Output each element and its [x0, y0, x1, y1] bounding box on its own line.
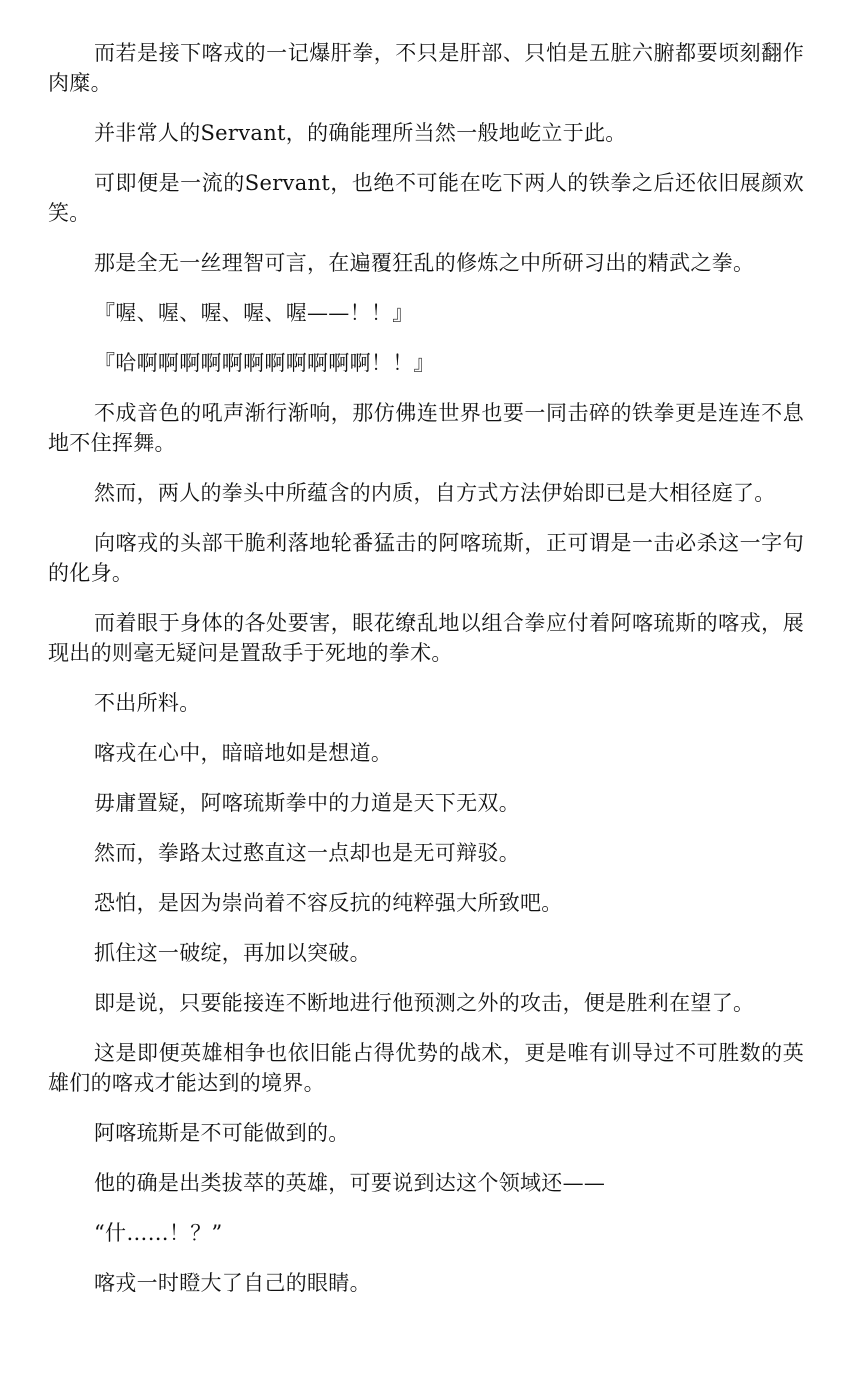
document-page — [48, 38, 804, 1318]
paragraph: 然而，两人的拳头中所蕴含的内质，自方式方法伊始即已是大相径庭了。 — [94, 481, 776, 505]
paragraph: 毋庸置疑，阿喀琉斯拳中的力道是天下无双。 — [94, 791, 520, 815]
paragraph: 向喀戎的头部干脆利落地轮番猛击的阿喀琉斯，正可谓是一击必杀这一字句的化身。 — [48, 531, 804, 585]
paragraph: 这是即便英雄相争也依旧能占得优势的战术，更是唯有训导过不可胜数的英雄们的喀戎才能达到的境界。 — [48, 1041, 804, 1095]
paragraph: 并非常人的Servant，的确能理所当然一般地屹立于此。 — [94, 121, 627, 145]
paragraph: 喀戎一时瞪大了自己的眼睛。 — [94, 1271, 371, 1295]
paragraph: 不成音色的吼声渐行渐响，那仿佛连世界也要一同击碎的铁拳更是连连不息地不住挥舞。 — [48, 401, 804, 455]
paragraph: 然而，拳路太过憨直这一点却也是无可辩驳。 — [94, 841, 520, 865]
paragraph: “什……！？” — [94, 1221, 223, 1245]
paragraph: 抓住这一破绽，再加以突破。 — [94, 941, 371, 965]
paragraph: 喀戎在心中，暗暗地如是想道。 — [94, 741, 393, 765]
paragraph: 即是说，只要能接连不断地进行他预测之外的攻击，便是胜利在望了。 — [94, 991, 755, 1015]
paragraph: 『哈啊啊啊啊啊啊啊啊啊啊啊！！』 — [94, 351, 435, 375]
paragraph: 而若是接下喀戎的一记爆肝拳，不只是肝部、只怕是五脏六腑都要顷刻翻作肉糜。 — [48, 41, 804, 95]
paragraph: 『喔、喔、喔、喔、喔——！！』 — [94, 301, 414, 325]
paragraph: 可即便是一流的Servant，也绝不可能在吃下两人的铁拳之后还依旧展颜欢笑。 — [48, 171, 804, 225]
paragraph: 阿喀琉斯是不可能做到的。 — [94, 1121, 350, 1145]
paragraph: 他的确是出类拔萃的英雄，可要说到达这个领域还—— — [94, 1171, 606, 1195]
paragraph: 那是全无一丝理智可言，在遍覆狂乱的修炼之中所研习出的精武之拳。 — [94, 251, 755, 275]
paragraph: 不出所料。 — [94, 691, 201, 715]
paragraph: 恐怕，是因为崇尚着不容反抗的纯粹强大所致吧。 — [94, 891, 563, 915]
paragraph: 而着眼于身体的各处要害，眼花缭乱地以组合拳应付着阿喀琉斯的喀戎，展现出的则毫无疑问是置敌手于死地的拳术。 — [48, 611, 804, 665]
